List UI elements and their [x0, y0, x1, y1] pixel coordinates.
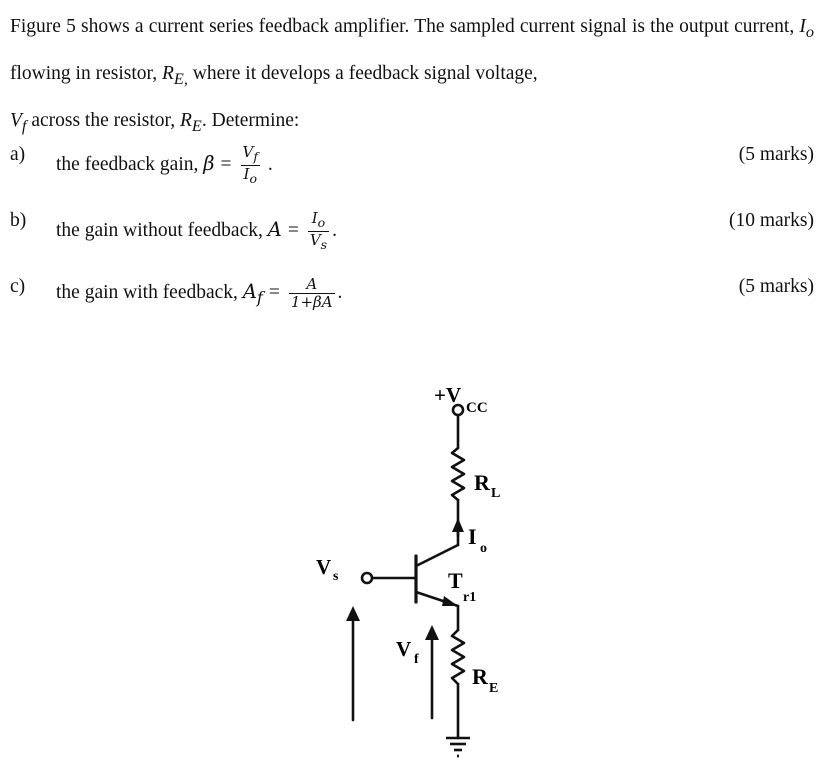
fraction-closed-loop-gain: $\frac{A}{1+\beta A}$ — [290, 275, 333, 311]
question-text: the feedback gain, β = $\frac{V_f}{I_o}$ . — [56, 143, 273, 186]
re-sub: E — [489, 681, 499, 696]
question-label: c) — [10, 276, 26, 297]
vcc-label: +V — [434, 383, 462, 407]
marks: (10 marks) — [728, 210, 814, 231]
transistor-sub: r1 — [463, 590, 477, 605]
fraction-io-vs: $\frac{I_o}{V_s}$ — [309, 209, 328, 252]
io-sub: o — [480, 541, 487, 556]
vf-symbol: $V_f$ — [10, 109, 27, 135]
marks: (5 marks) — [738, 276, 814, 297]
rl-sub: L — [491, 486, 501, 501]
re-resistor — [452, 630, 464, 684]
vs-sub: s — [333, 569, 339, 584]
question-label: b) — [10, 210, 27, 231]
io-label: I — [468, 524, 477, 549]
question-text: the gain without feedback, A = $\frac{I_o}{V_s}$ . — [56, 209, 337, 252]
fraction-vf-io: $\frac{V_f}{I_o}$ — [242, 143, 259, 186]
vcc-sub: CC — [466, 400, 488, 416]
question-text: the gain with feedback, $A_f$ = $\frac{A}{1+\beta A}$ . — [56, 275, 343, 311]
vs-terminal — [362, 573, 372, 583]
vs-label: V — [316, 555, 332, 579]
io-symbol: $I_o$ — [799, 16, 815, 41]
marks: (5 marks) — [738, 144, 814, 165]
rl-label: R — [474, 470, 490, 495]
question-label: a) — [10, 144, 26, 165]
vf-label: V — [396, 637, 412, 661]
vf-sub: f — [414, 652, 419, 667]
ground-symbol — [446, 738, 470, 756]
problem-statement: Figure 5 shows a current series feedback amplifier. The sampled current signal is the output current, $I_o$ flowing in resistor, $R_{E,}$ where it develops a feedback signal voltage, $V_f$ across the resistor, $R_E$. Determine: — [10, 16, 815, 135]
re-symbol-2: $R_E$ — [180, 109, 202, 135]
re-label: R — [472, 664, 488, 689]
re-symbol: $R_{E,}$ — [161, 62, 188, 88]
transistor-label: T — [448, 568, 463, 593]
rl-resistor — [452, 448, 464, 500]
